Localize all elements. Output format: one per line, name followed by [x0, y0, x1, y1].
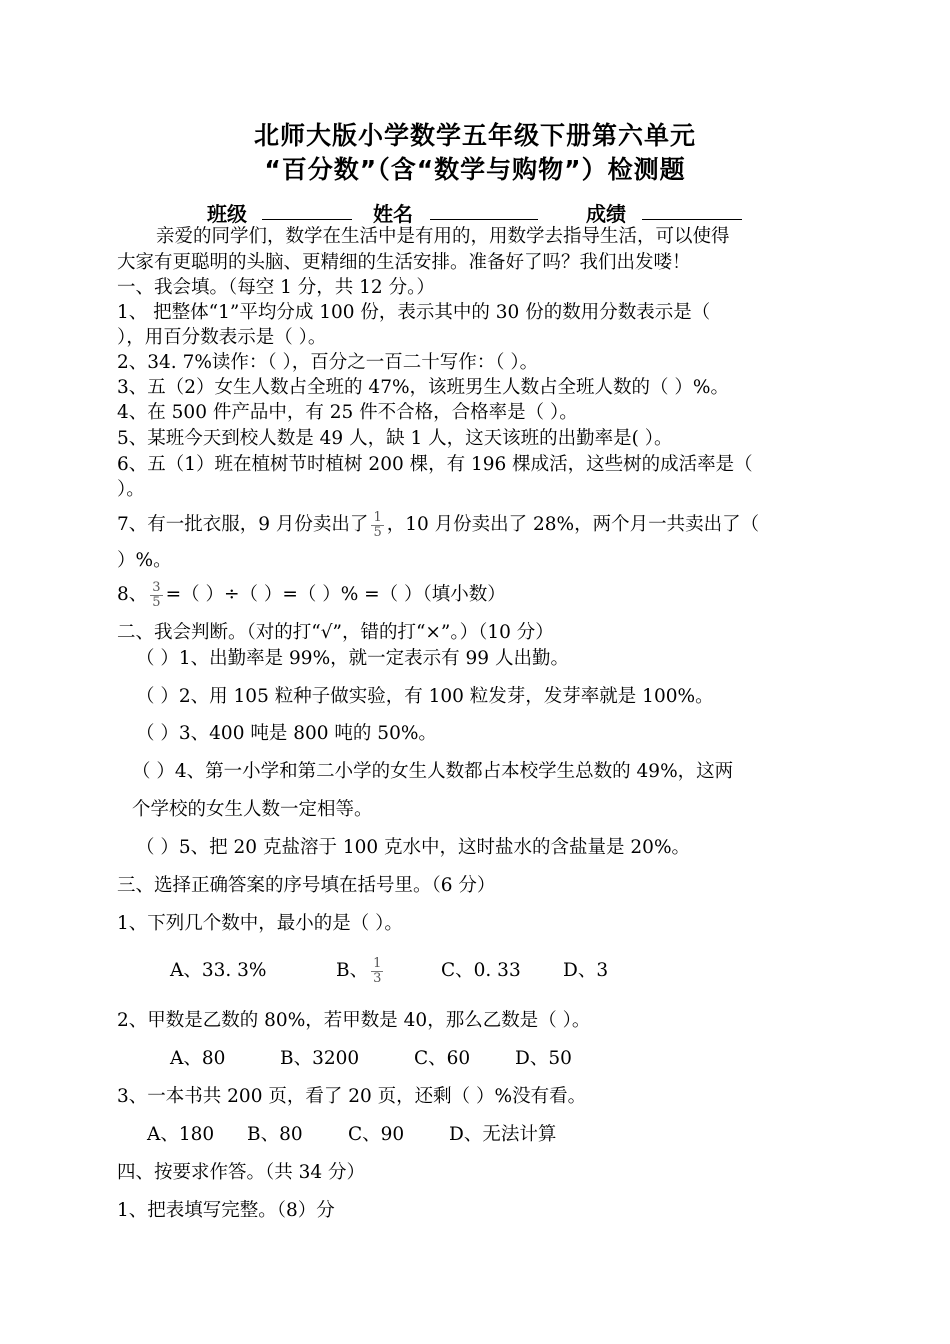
s3-q2-option-d: D、50 — [515, 1048, 572, 1069]
section-2-title: 二、我会判断。（对的打“√”，错的打“×”。）（10 分） — [117, 622, 554, 643]
s3-q3-option-c: C、90 — [348, 1124, 405, 1145]
s2-item-2: （ ）2、用 105 粒种子做实验，有 100 粒发芽，发芽率就是 100%。 — [136, 686, 714, 707]
s1-q7-fraction-den: 5 — [373, 524, 382, 540]
s2-item-3: （ ）3、400 吨是 800 吨的 50%。 — [136, 723, 437, 744]
s3-q3-option-a: A、180 — [147, 1124, 215, 1145]
s3-q1-option-c: C、0. 33 — [441, 960, 521, 981]
s1-q8-rest: =（ ）÷（ ）=（ ）% =（ ）（填小数） — [165, 584, 506, 605]
section-1-title: 一、我会填。（每空 1 分，共 12 分。） — [117, 277, 435, 298]
s1-q8-fraction — [150, 581, 162, 610]
s1-q6-line-1: 6、五（1）班在植树节时植树 200 棵，有 196 棵成活，这些树的成活率是（ — [117, 454, 753, 475]
s1-q3: 3、五（2）女生人数占全班的 47%，该班男生人数占全班人数的（ ）%。 — [117, 377, 730, 398]
s3-q1: 1、下列几个数中，最小的是（ ）。 — [117, 913, 403, 934]
s1-q7-line-2: ）%。 — [117, 550, 172, 571]
section-3-title: 三、选择正确答案的序号填在括号里。（6 分） — [117, 875, 496, 896]
score-blank-line — [642, 219, 742, 220]
class-label: 班级 — [207, 202, 247, 226]
s1-q8-fraction-den: 5 — [152, 594, 161, 610]
s1-q7-line-1 — [117, 508, 847, 542]
s2-item-5: （ ）5、把 20 克盐溶于 100 克水中，这时盐水的含盐量是 20%。 — [136, 837, 691, 858]
s3-q1-option-b-den: 3 — [373, 970, 382, 986]
name-blank-line — [430, 219, 538, 220]
section-4-title: 四、按要求作答。（共 34 分） — [117, 1162, 366, 1183]
s3-q1-option-b-fraction — [371, 957, 383, 986]
s1-q5: 5、某班今天到校人数是 49 人，缺 1 人，这天该班的出勤率是( ）。 — [117, 428, 673, 449]
s3-q3: 3、一本书共 200 页，看了 20 页，还剩（ ）%没有看。 — [117, 1086, 587, 1107]
class-blank-line — [262, 219, 352, 220]
s3-q1-option-b — [336, 950, 386, 992]
s2-item-1: （ ）1、出勤率是 99%，就一定表示有 99 人出勤。 — [136, 648, 569, 669]
s3-q1-option-d: D、3 — [563, 960, 609, 981]
s4-q1: 1、把表填写完整。（8）分 — [117, 1200, 335, 1221]
s3-q1-option-b-label: B、 — [336, 960, 369, 981]
s1-q1-line-2: ），用百分数表示是（ ）。 — [117, 327, 327, 348]
title-line-1: 北师大版小学数学五年级下册第六单元 — [253, 121, 696, 150]
s2-item-4-cont: 个学校的女生人数一定相等。 — [132, 799, 373, 820]
s1-q7-before: 7、有一批衣服，9 月份卖出了 — [117, 514, 369, 535]
s3-q1-option-b-num: 1 — [373, 955, 382, 971]
s3-q3-option-b: B、80 — [247, 1124, 303, 1145]
s1-q7-after: ，10 月份卖出了 28%，两个月一共卖出了（ — [386, 514, 760, 535]
s1-q6-line-2: ）。 — [117, 479, 145, 500]
s3-q3-option-d: D、无法计算 — [449, 1124, 557, 1145]
score-label: 成绩 — [586, 202, 626, 226]
s3-q2-option-a: A、80 — [170, 1048, 226, 1069]
s1-q7-fraction-num: 1 — [373, 509, 382, 525]
intro-line-2: 大家有更聪明的头脑、更精细的生活安排。准备好了吗？我们出发喽！ — [117, 252, 691, 273]
s2-item-4: （ ）4、第一小学和第二小学的女生人数都占本校学生总数的 49%，这两 — [132, 761, 734, 782]
s3-q2: 2、甲数是乙数的 80%，若甲数是 40，那么乙数是（ ）。 — [117, 1010, 591, 1031]
s1-q2: 2、34. 7%读作：（ ），百分之一百二十写作：（ ）。 — [117, 352, 539, 373]
s3-q2-option-c: C、60 — [414, 1048, 471, 1069]
s1-q7-fraction — [371, 511, 383, 540]
s3-q1-option-a: A、33. 3% — [170, 960, 267, 981]
s1-q8-prefix: 8、 — [117, 584, 148, 605]
name-label: 姓名 — [373, 202, 413, 226]
s3-q1-options — [0, 950, 950, 992]
s3-q2-option-b: B、3200 — [280, 1048, 360, 1069]
s1-q1-line-1: 1、 把整体“1”平均分成 100 份，表示其中的 30 份的数用分数表示是（ — [117, 302, 711, 323]
title-line-2: “百分数”（含“数学与购物”）检测题 — [264, 155, 686, 184]
s1-q8-fraction-num: 3 — [152, 579, 161, 595]
s1-q4: 4、在 500 件产品中，有 25 件不合格，合格率是（ ）。 — [117, 402, 578, 423]
intro-line-1: 亲爱的同学们，数学在生活中是有用的，用数学去指导生活，可以使得 — [156, 226, 730, 247]
s1-q8 — [117, 578, 847, 612]
